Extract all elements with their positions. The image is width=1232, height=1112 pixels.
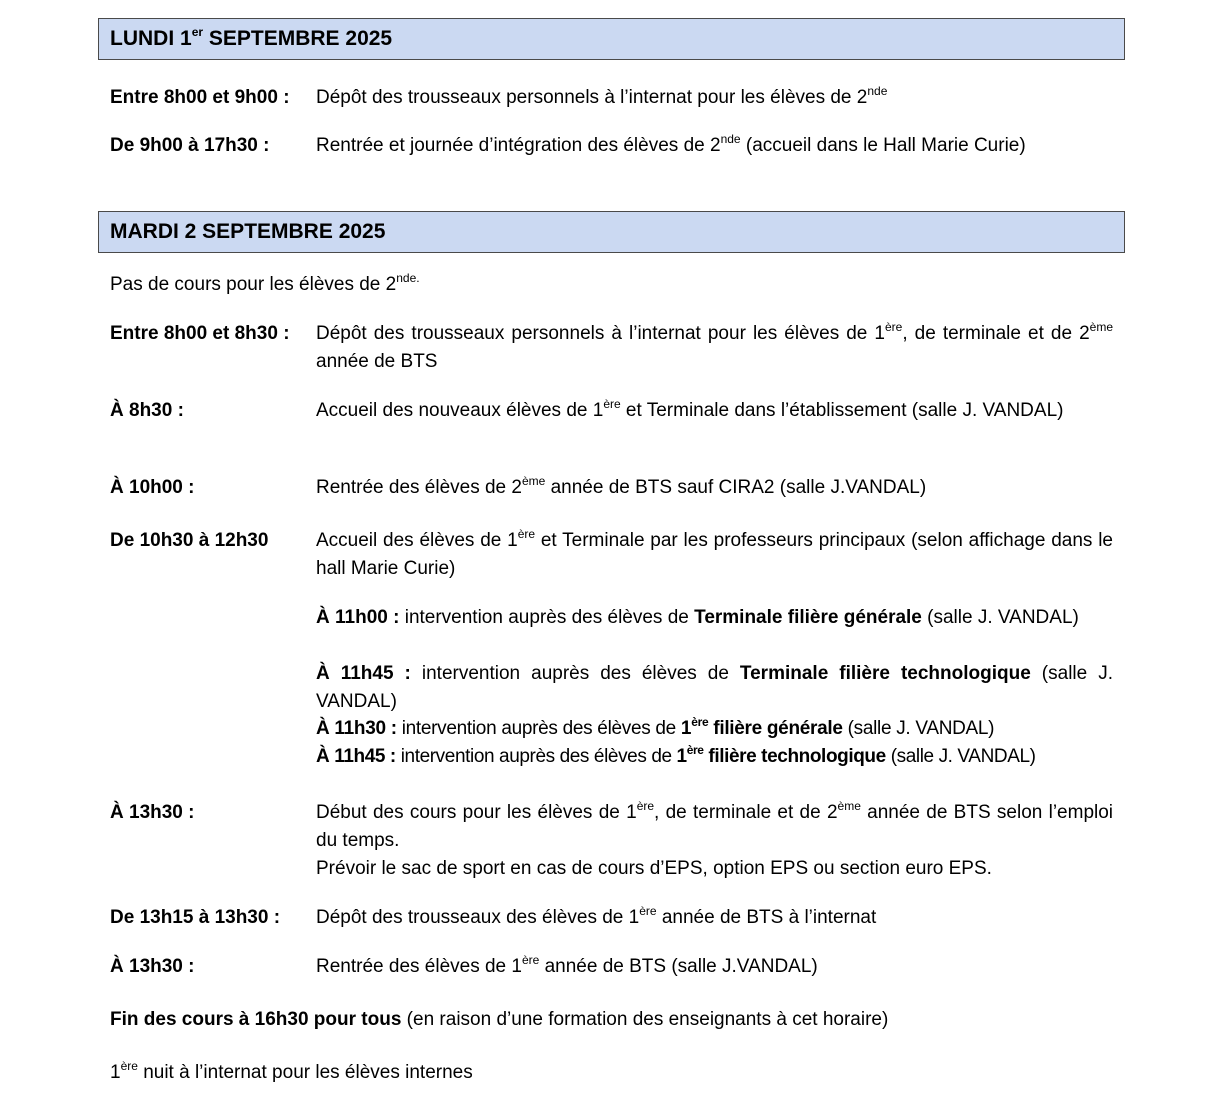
schedule-text: Accueil des élèves de 1ère et Terminale par les professeurs principaux (selon affichage dans le hall Marie Curie): [316, 526, 1113, 579]
time-label: De 9h00 à 17h30 :: [110, 135, 270, 156]
sub-intervention: À 11h30 : intervention auprès des élèves de 1ère filière générale (salle J. VANDAL): [316, 714, 995, 739]
time-label: De 10h30 à 12h30: [110, 530, 269, 551]
time-label: À 8h30 :: [110, 400, 184, 421]
section-header-lundi: LUNDI 1er SEPTEMBRE 2025: [98, 18, 1125, 60]
schedule-text: Dépôt des trousseaux personnels à l’internat pour les élèves de 2nde: [316, 83, 888, 108]
schedule-text: Rentrée et journée d’intégration des élèves de 2nde (accueil dans le Hall Marie Curie): [316, 131, 1026, 156]
schedule-text: Dépôt des trousseaux personnels à l’internat pour les élèves de 1ère, de terminale et de 2ème année de BTS: [316, 319, 1113, 372]
schedule-note: Prévoir le sac de sport en cas de cours d’EPS, option EPS ou section euro EPS.: [316, 858, 992, 879]
schedule-text: Dépôt des trousseaux des élèves de 1ère année de BTS à l’internat: [316, 903, 877, 928]
time-label: Entre 8h00 et 8h30 :: [110, 323, 290, 344]
section-header-mardi: MARDI 2 SEPTEMBRE 2025: [98, 211, 1125, 253]
time-label: À 10h00 :: [110, 477, 195, 498]
schedule-text: Début des cours pour les élèves de 1ère, de terminale et de 2ème année de BTS selon l’emploi du temps.: [316, 798, 1114, 851]
first-night: 1ère nuit à l’internat pour les élèves internes: [110, 1058, 473, 1083]
schedule-text: Rentrée des élèves de 1ère année de BTS (salle J.VANDAL): [316, 952, 818, 977]
intro-text: Pas de cours pour les élèves de $2^{nde.}$: [110, 270, 420, 295]
time-label: À 13h30 :: [110, 956, 195, 977]
sub-intervention: À 11h45 : intervention auprès des élèves de Terminale filière technologique (salle J. VANDAL): [316, 663, 1113, 712]
time-label: Entre 8h00 et 9h00 :: [110, 87, 290, 108]
schedule-text: Accueil des nouveaux élèves de 1ère et Terminale dans l’établissement (salle J. VANDAL): [316, 396, 1064, 421]
schedule-text: Rentrée des élèves de 2ème année de BTS sauf CIRA2 (salle J.VANDAL): [316, 473, 927, 498]
time-label: À 13h30 :: [110, 802, 195, 823]
sub-intervention: À 11h45 : intervention auprès des élèves de 1ère filière technologique (salle J. VANDAL): [316, 742, 1036, 767]
time-label: De 13h15 à 13h30 :: [110, 907, 281, 928]
sub-intervention: À 11h00 : intervention auprès des élèves de Terminale filière générale (salle J. VANDAL): [316, 607, 1079, 628]
end-of-classes: Fin des cours à 16h30 pour tous (en raison d’une formation des enseignants à cet horaire): [110, 1009, 889, 1030]
